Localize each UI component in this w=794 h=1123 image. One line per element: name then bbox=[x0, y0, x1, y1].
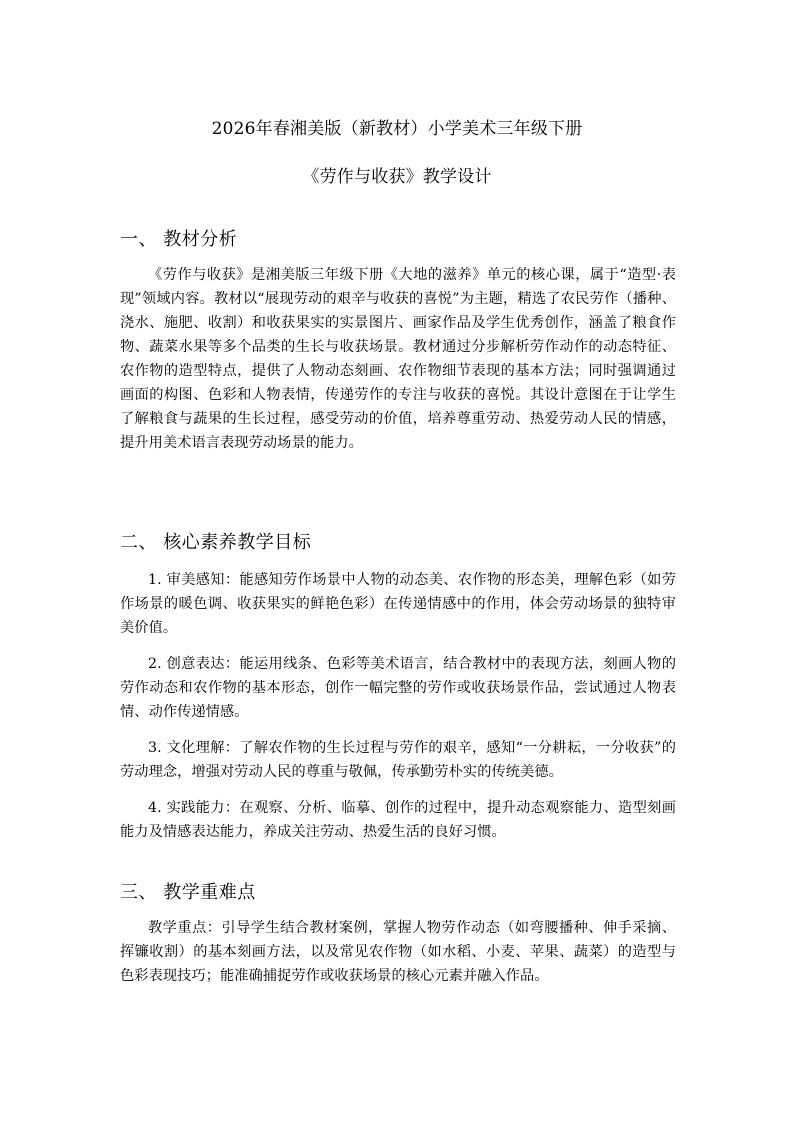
section-heading-teaching-goals: 二、 核心素养教学目标 bbox=[120, 532, 312, 553]
paragraph-teaching-focus: 教学重点：引导学生结合教材案例，掌握人物劳作动态（如弯腰播种、伸手采摘、挥镰收割）的基本刻画方法，以及常见农作物（如水稻、小麦、苹果、蔬菜）的造型与色彩表现技巧；能准确捕捉劳作或收获场景的核心元素并融入作品。 bbox=[120, 920, 676, 984]
document-subtitle: 《劳作与收获》教学设计 bbox=[302, 167, 492, 187]
goal-creative-expression: 2. 创意表达：能运用线条、色彩等美术语言，结合教材中的表现方法，刻画人物的劳作动态和农作物的基本形态，创作一幅完整的劳作或收获场景作品，尝试通过人物表情、动作传递情感。 bbox=[120, 656, 676, 720]
goal-practical-ability: 4. 实践能力：在观察、分析、临摹、创作的过程中，提升动态观察能力、造型刻画能力及情感表达能力，养成关注劳动、热爱生活的良好习惯。 bbox=[120, 800, 676, 840]
section-heading-textbook-analysis: 一、 教材分析 bbox=[120, 229, 238, 250]
paragraph-textbook-analysis: 《劳作与收获》是湘美版三年级下册《大地的滋养》单元的核心课，属于“造型·表现”领域内容。教材以“展现劳动的艰辛与收获的喜悦”为主题，精选了农民劳作（播种、浇水、施肥、收割）和收获果实的实景图片、画家作品及学生优秀创作，涵盖了粮食作物、蔬菜水果等多个品类的生长与收获场景。教材通过分步解析劳作动作的动态特征、农作物的造型特点，提供了人物动态刻画、农作物细节表现的基本方法；同时强调通过画面的构图、色彩和人物表情，传递劳作的专注与收获的喜悦。其设计意图在于让学生了解粮食与蔬果的生长过程，感受劳动的价值，培养尊重劳动、热爱劳动人民的情感，提升用美术语言表现劳动场景的能力。 bbox=[120, 267, 676, 451]
section-heading-key-difficult-points: 三、 教学重难点 bbox=[120, 882, 256, 903]
goal-cultural-understanding: 3. 文化理解：了解农作物的生长过程与劳作的艰辛，感知“一分耕耘，一分收获”的劳动理念，增强对劳动人民的尊重与敬佩，传承勤劳朴实的传统美德。 bbox=[120, 740, 676, 780]
goal-aesthetic-perception: 1. 审美感知：能感知劳作场景中人物的动态美、农作物的形态美，理解色彩（如劳作场景的暖色调、收获果实的鲜艳色彩）在传递情感中的作用，体会劳动场景的独特审美价值。 bbox=[120, 572, 676, 636]
document-title: 2026年春湘美版（新教材）小学美术三年级下册 bbox=[211, 119, 583, 139]
